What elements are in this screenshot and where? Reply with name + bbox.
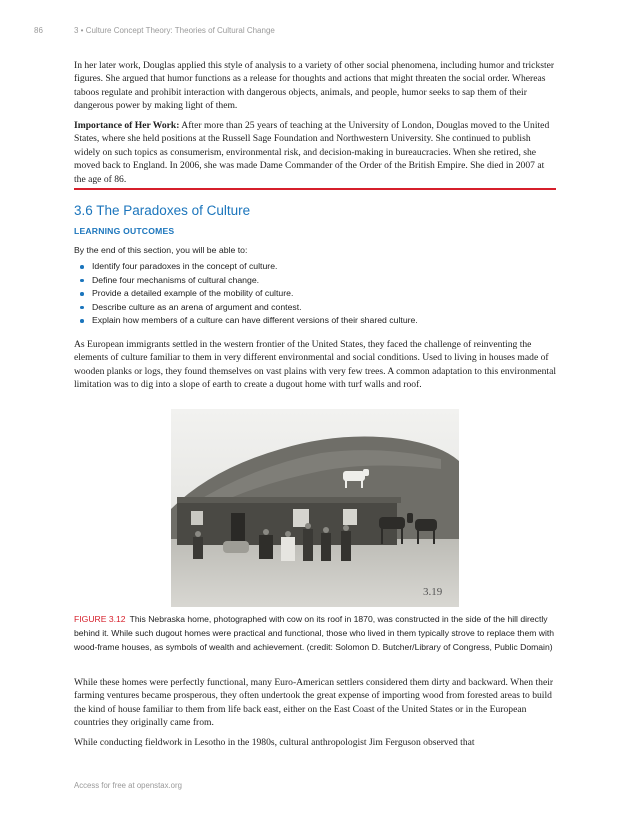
- paragraph-importance: [74, 119, 556, 186]
- figure-caption: [74, 612, 558, 655]
- section-title: 3.6 The Paradoxes of Culture: [74, 203, 251, 218]
- list-item: Provide a detailed example of the mobility of culture.: [80, 287, 418, 301]
- importance-lead: Importance of Her Work:: [74, 120, 180, 131]
- page-number: 86: [34, 26, 43, 35]
- paragraph-european-immigrants: As European immigrants settled in the western frontier of the United States, they faced the challenge of reinventing the elements of culture familiar to them in very different environmental and social conditions. Used to living in houses made of wooden planks or logs, they found themselves on vast plains with very few trees. A common adaptation to this environmental limitation was to dig into a slope of earth to create a dugout home with turf walls and roof.: [74, 339, 556, 391]
- learning-outcomes-intro: By the end of this section, you will be able to:: [74, 245, 248, 255]
- section-divider: [74, 188, 556, 190]
- list-item: Explain how members of a culture can have different versions of their shared culture.: [80, 314, 418, 328]
- photo-window-2: [343, 509, 357, 525]
- bullet-icon: [80, 319, 84, 323]
- learning-outcomes-heading: LEARNING OUTCOMES: [74, 226, 175, 236]
- learning-outcomes-list: [80, 260, 418, 328]
- bullet-icon: [80, 279, 84, 283]
- paragraph-lesotho: While conducting fieldwork in Lesotho in the 1980s, cultural anthropologist Jim Ferguson observed that: [74, 737, 475, 748]
- photo-number: 3.19: [423, 586, 443, 598]
- photo-ground: [171, 539, 459, 607]
- list-item: Identify four paradoxes in the concept of culture.: [80, 260, 418, 274]
- page-footer: Access for free at openstax.org: [74, 781, 182, 790]
- list-item: Define four mechanisms of cultural change.: [80, 274, 418, 288]
- figure-label: FIGURE 3.12: [74, 614, 126, 624]
- paragraph-douglas-humor: In her later work, Douglas applied this style of analysis to a variety of other social phenomena, including humor and trickster figures. She argued that humor functions as a release for thoughts and actions that might threaten the social order. Whereas taboos regulate and prohibit interaction with dangerous objects, animals, and people, humor seeks to sap them of their dangerous power by making light of them.: [74, 60, 555, 112]
- dugout-home-photo: [171, 409, 459, 607]
- importance-text: After more than 25 years of teaching at the University of London, Douglas moved to the United States, where she held positions at the Russell Sage Foundation and Northwestern University. She continued to publish widely on such topics as consumerism, environmental risk, and decision-making in bureaucracies. When she retired, she moved back to England. In 2006, she was made Dame Commander of the Order of the British Empire. She died in 2007 at the age of 86.: [74, 120, 550, 185]
- photo-door: [231, 513, 245, 543]
- bullet-icon: [80, 265, 84, 269]
- figure-caption-text: This Nebraska home, photographed with cow on its roof in 1870, was constructed in the side of the hill directly behind it. While such dugout homes were practical and functional, those who lived in them typically strove to replace them with wood-frame houses, as symbols of wealth and achievement. (credit: Solomon D. Butcher/Library of Congress, Public Domain): [74, 614, 555, 653]
- list-item: Describe culture as an arena of argument and contest.: [80, 301, 418, 315]
- running-title: 3 • Culture Concept Theory: Theories of Cultural Change: [74, 26, 275, 35]
- bullet-icon: [80, 306, 84, 310]
- bullet-icon: [80, 292, 84, 296]
- paragraph-settlers: While these homes were perfectly functional, many Euro-American settlers considered them dirty and backward. When their farming ventures became prosperous, they often undertook the great expense of importing wood from forested areas to build the kind of house familiar to them from life back east, either on the East Coast of the United States or in the European countries they originally came from.: [74, 677, 554, 729]
